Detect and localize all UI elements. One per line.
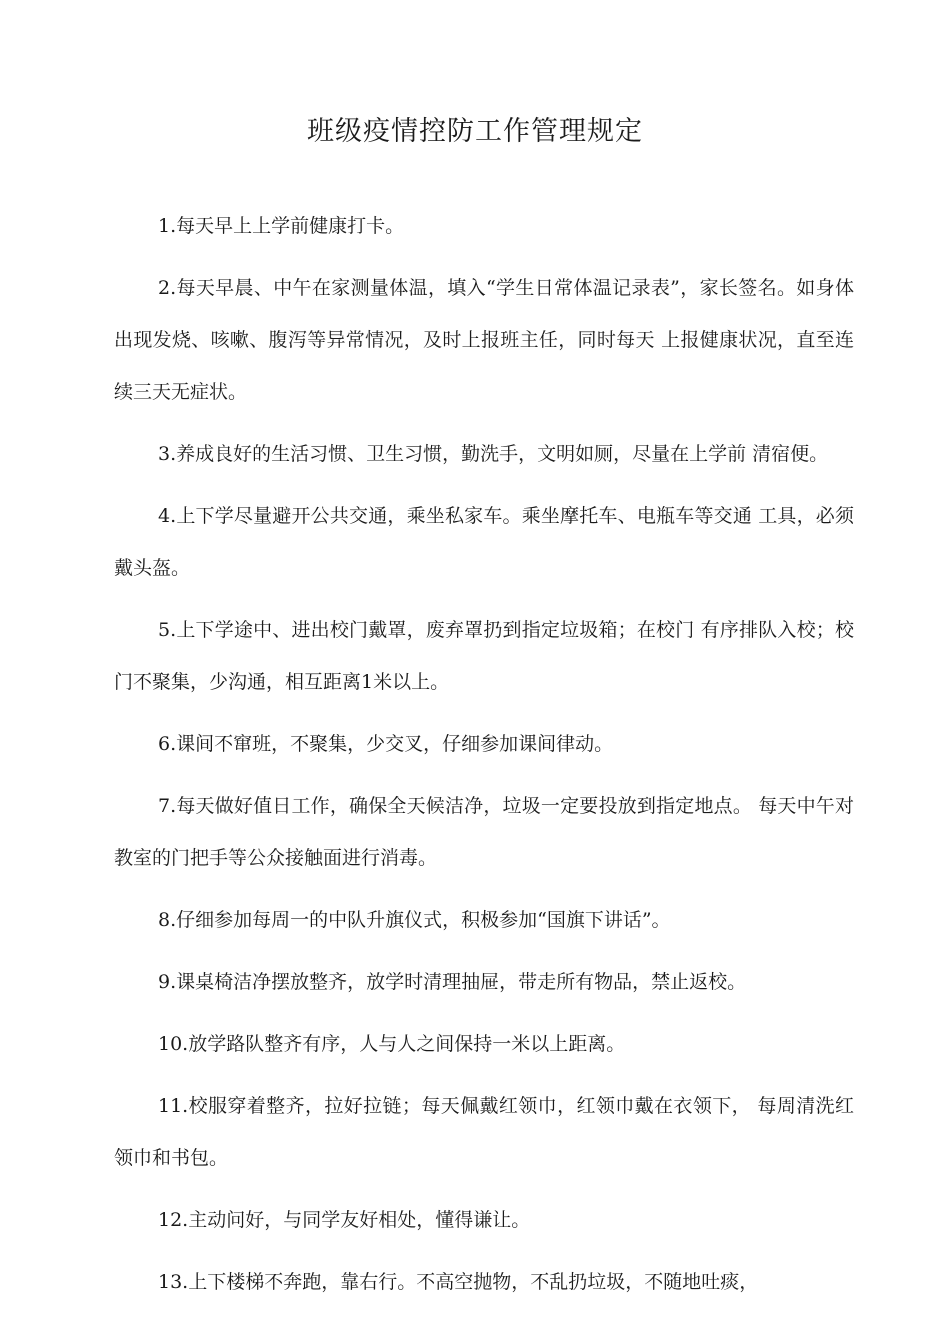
rule-item-12: 12.主动问好，与同学友好相处，懂得谦让。 [158,1209,531,1231]
rule-item-6: 6.课间不窜班，不聚集，少交叉，仔细参加课间律动。 [158,733,614,755]
rule-item-8: 8.仔细参加每周一的中队升旗仪式，积极参加“国旗下讲话”。 [158,909,671,931]
rule-item-1: 1.每天早上上学前健康打卡。 [158,215,405,237]
rule-item-13: 13.上下楼梯不奔跑，靠右行。不高空抛物，不乱扔垃圾，不随地吐痰， [158,1271,759,1293]
rule-item-3: 3.养成良好的生活习惯、卫生习惯，勤洗手，文明如厕，尽量在上学前 清宿便。 [158,443,829,465]
rule-item-9: 9.课桌椅洁净摆放整齐，放学时清理抽屉，带走所有物品，禁止返校。 [158,971,747,993]
document-body [114,200,854,1318]
document-title: 班级疫情控防工作管理规定 [307,116,643,147]
rule-item-4: 4.上下学尽量避开公共交通，乘坐私家车。乘坐摩托车、电瓶车等交通 工具，必须戴头盔。 [114,505,854,579]
rule-item-7: 7.每天做好值日工作，确保全天候洁净，垃圾一定要投放到指定地点。 每天中午对教室的门把手等公众接触面进行消毒。 [114,795,854,869]
rule-item-2: 2.每天早晨、中午在家测量体温，填入“学生日常体温记录表”，家长签名。如身体出现发烧、咳嗽、腹泻等异常情况，及时上报班主任，同时每天 上报健康状况，直至连续三天无症状。 [114,277,854,403]
rule-item-5: 5.上下学途中、进出校门戴罩，废弃罩扔到指定垃圾箱；在校门 有序排队入校；校门不聚集，少沟通，相互距离1米以上。 [114,619,854,693]
rule-item-10: 10.放学路队整齐有序，人与人之间保持一米以上距离。 [158,1033,626,1055]
rule-item-11: 11.校服穿着整齐，拉好拉链；每天佩戴红领巾，红领巾戴在衣领下， 每周清洗红领巾和书包。 [114,1095,854,1169]
